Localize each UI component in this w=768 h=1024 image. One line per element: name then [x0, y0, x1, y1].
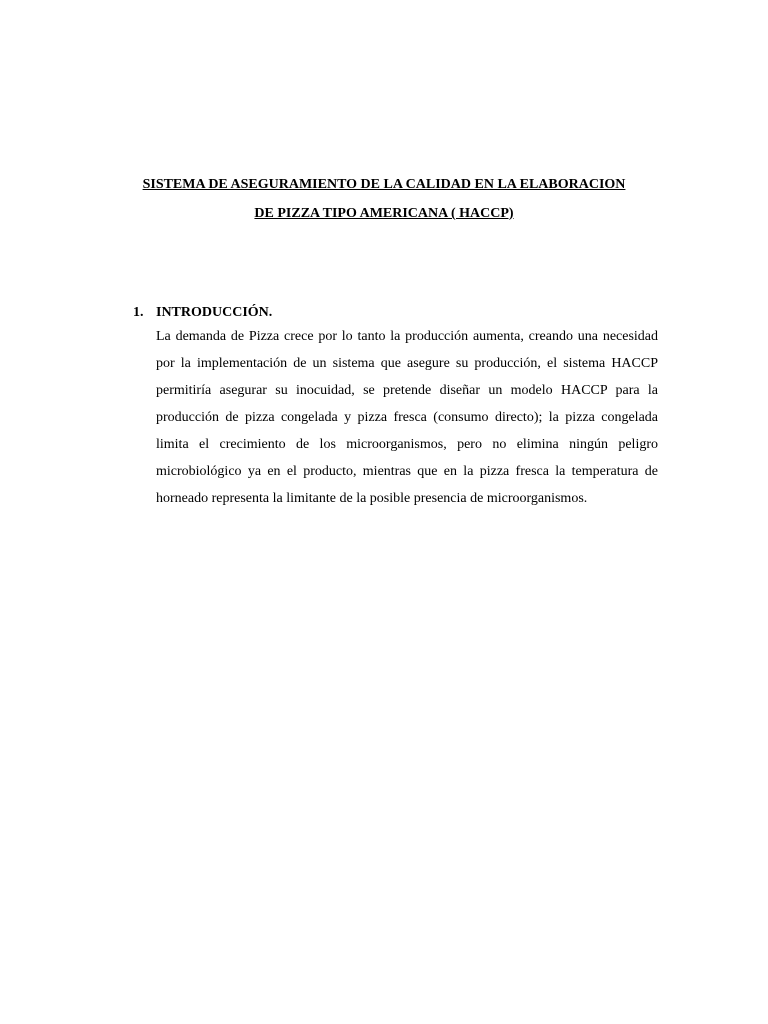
paragraph-line: pizza fresca la temperatura de horneado representa la limitante de la posible	[156, 464, 658, 506]
paragraph-line: necesidad por la implementación de un sistema que asegure su producción, el	[156, 329, 659, 371]
section-introduccion	[133, 303, 658, 512]
document-title	[60, 170, 708, 228]
section-number: 1.	[133, 305, 144, 320]
title-line-2: DE PIZZA TIPO AMERICANA ( HACCP)	[254, 206, 514, 221]
section-heading-text: INTRODUCCIÓN.	[156, 305, 273, 320]
paragraph-line: modelo HACCP para la producción de pizza congelada y pizza fresca (consumo	[156, 383, 658, 425]
paragraph-line: La demanda de Pizza crece por lo tanto la producción aumenta, creando una	[156, 329, 598, 344]
paragraph-line: no elimina ningún peligro microbiológico ya en el producto, mientras que en la	[156, 437, 658, 479]
section-heading	[133, 303, 658, 323]
paragraph-line: directo); la pizza congelada limita el crecimiento de los microorganismos, pero	[156, 410, 658, 452]
title-line-1: SISTEMA DE ASEGURAMIENTO DE LA CALIDAD EN LA ELABORACION	[142, 177, 626, 192]
paragraph-line: presencia de microorganismos.	[413, 491, 588, 506]
section-paragraph	[133, 323, 658, 512]
paragraph-line: sistema HACCP permitiría asegurar su inocuidad, se pretende diseñar un	[156, 356, 659, 398]
